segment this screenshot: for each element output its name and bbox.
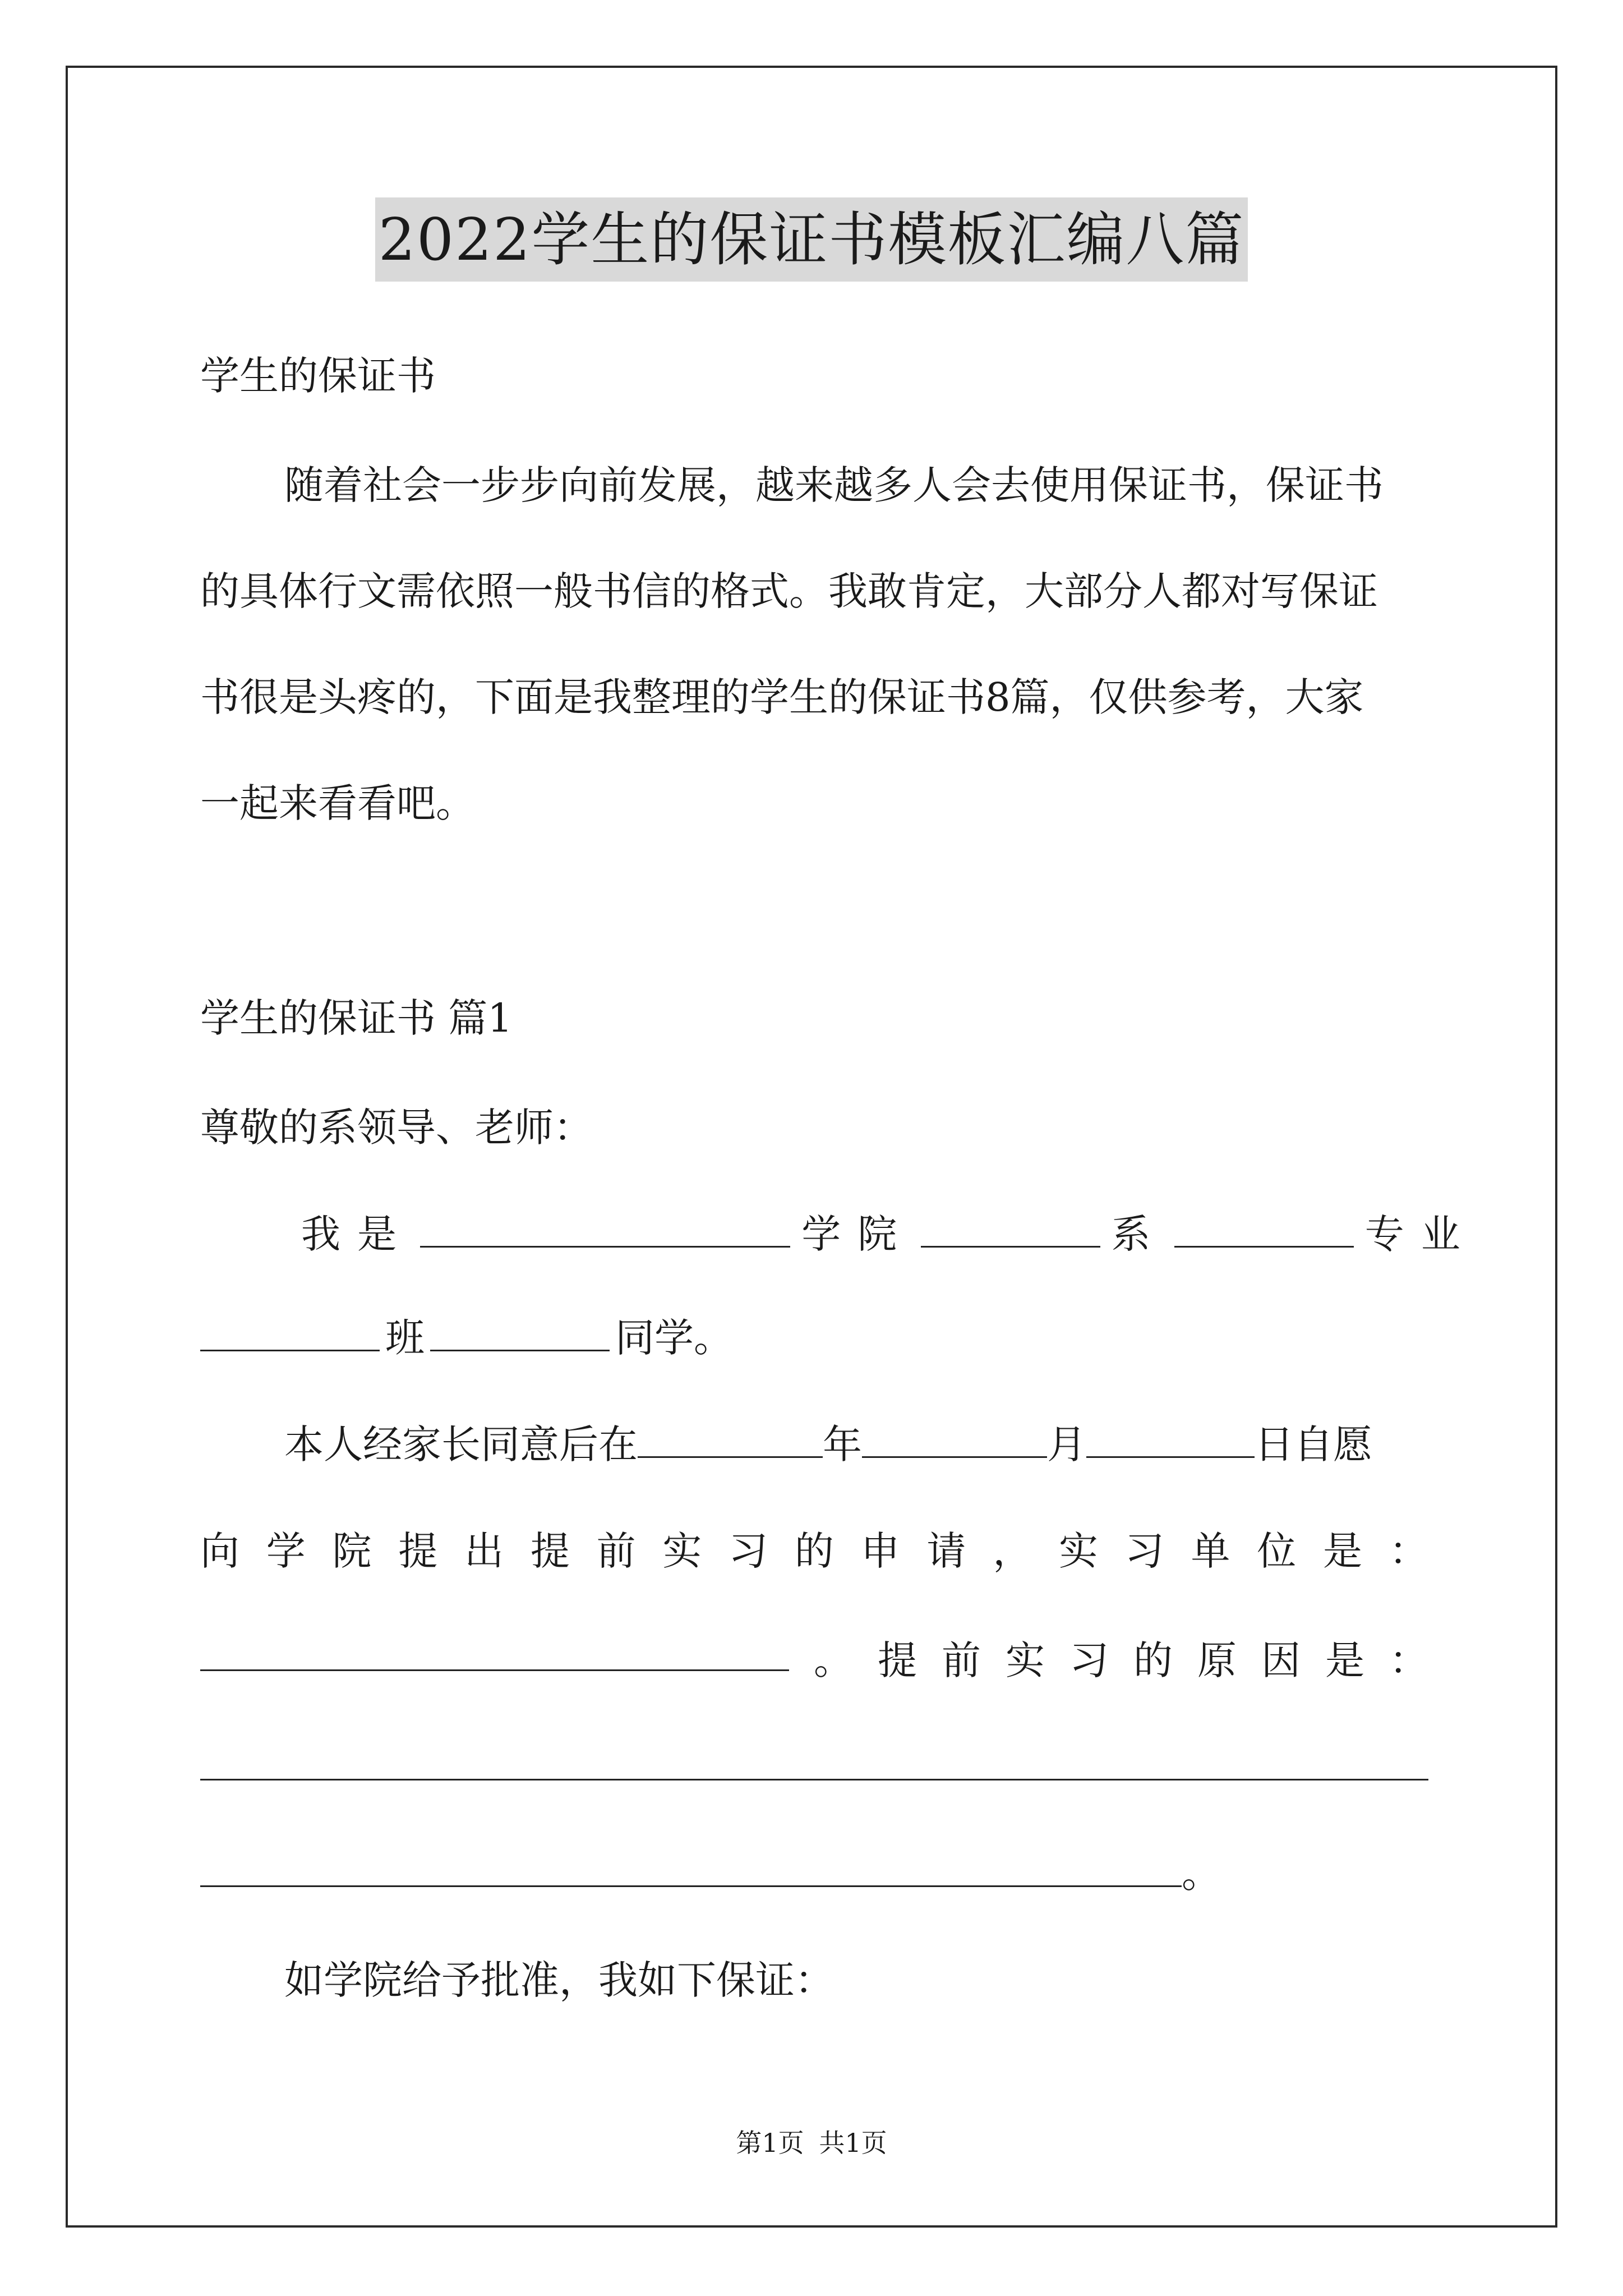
- blank-field: [420, 1209, 790, 1248]
- intro-paragraph-line: 书很是头疼的，下面是我整理的学生的保证书8篇，仅供参考，大家: [200, 674, 1364, 720]
- form-line-school: [200, 1206, 1460, 1262]
- form-char: 请: [926, 1528, 966, 1574]
- form-line-reason-blank-end: [200, 1846, 1428, 1902]
- blank-field: [200, 1632, 789, 1671]
- form-char: 习: [1069, 1637, 1109, 1683]
- form-char: 的: [794, 1528, 834, 1574]
- form-char: 位: [1257, 1528, 1297, 1574]
- page-total: 共1页: [819, 2128, 887, 2158]
- form-char: 提: [398, 1528, 438, 1574]
- form-char: 实: [1006, 1637, 1045, 1683]
- form-char: 习: [1124, 1528, 1164, 1574]
- page-number: 第1页: [736, 2128, 804, 2158]
- form-char: 出: [464, 1528, 504, 1574]
- form-char: 的: [1133, 1637, 1173, 1683]
- blank-field: [921, 1209, 1100, 1248]
- form-word: 是: [357, 1211, 396, 1257]
- form-char: 院: [332, 1528, 372, 1574]
- form-char: 。: [1182, 1851, 1221, 1897]
- form-char: 因: [1261, 1637, 1301, 1683]
- form-char: ，: [993, 1528, 1032, 1574]
- blank-field: [430, 1313, 610, 1351]
- form-word: 月: [1047, 1421, 1086, 1467]
- blank-field: [1086, 1419, 1255, 1458]
- form-char: ：: [1389, 1528, 1428, 1574]
- form-line-class: [200, 1310, 1428, 1366]
- form-char: 实: [1058, 1528, 1098, 1574]
- form-word: 我: [301, 1211, 340, 1257]
- form-word: 日自愿: [1255, 1421, 1372, 1467]
- form-char: ：: [1389, 1637, 1428, 1683]
- form-word: 院: [857, 1211, 897, 1257]
- form-line-application: [200, 1523, 1428, 1579]
- intro-paragraph-line: 随着社会一步步向前发展，越来越多人会去使用保证书，保证书: [284, 462, 1384, 508]
- form-word: 同学。: [615, 1315, 733, 1361]
- form-char: 是: [1323, 1528, 1363, 1574]
- form-char: 前: [942, 1637, 981, 1683]
- page-footer: [0, 2126, 1623, 2160]
- form-char: 申: [860, 1528, 900, 1574]
- form-word: 业: [1421, 1211, 1460, 1257]
- form-word: 班: [385, 1315, 425, 1361]
- document-title: 2022学生的保证书模板汇编八篇: [375, 197, 1248, 282]
- form-line-reason-blank: [200, 1739, 1428, 1795]
- form-char: 向: [200, 1528, 239, 1574]
- blank-field: [200, 1742, 1428, 1780]
- form-line-date: [200, 1416, 1513, 1473]
- form-word: 本人经家长同意后在: [284, 1421, 638, 1467]
- intro-heading: 学生的保证书: [200, 353, 436, 399]
- form-char: 提: [530, 1528, 570, 1574]
- form-word: 年: [823, 1421, 862, 1467]
- form-line-reason: [200, 1632, 1428, 1688]
- form-char: 前: [596, 1528, 636, 1574]
- salutation: 尊敬的系领导、老师：: [200, 1105, 593, 1151]
- form-char: 单: [1191, 1528, 1230, 1574]
- form-char: 习: [728, 1528, 768, 1574]
- blank-field: [200, 1313, 380, 1351]
- form-char: 学: [266, 1528, 306, 1574]
- form-char: 原: [1197, 1637, 1237, 1683]
- form-word: 学: [801, 1211, 841, 1257]
- form-char: 实: [662, 1528, 702, 1574]
- form-char: 。: [814, 1637, 853, 1683]
- intro-paragraph-line: 一起来看看吧。: [200, 780, 475, 826]
- blank-field: [1174, 1209, 1354, 1248]
- blank-field: [638, 1419, 823, 1458]
- blank-field: [862, 1419, 1047, 1458]
- title-wrapper: [0, 197, 1623, 282]
- intro-paragraph-line: 的具体行文需依照一般书信的格式。我敢肯定，大部分人都对写保证: [200, 568, 1378, 614]
- blank-field: [200, 1848, 1182, 1887]
- form-char: 提: [878, 1637, 917, 1683]
- form-word: 系: [1111, 1211, 1151, 1257]
- form-word: 专: [1364, 1211, 1404, 1257]
- closing-line: 如学院给予批准，我如下保证：: [284, 1957, 834, 2003]
- section-heading: 学生的保证书 篇1: [200, 995, 513, 1041]
- form-char: 是: [1325, 1637, 1364, 1683]
